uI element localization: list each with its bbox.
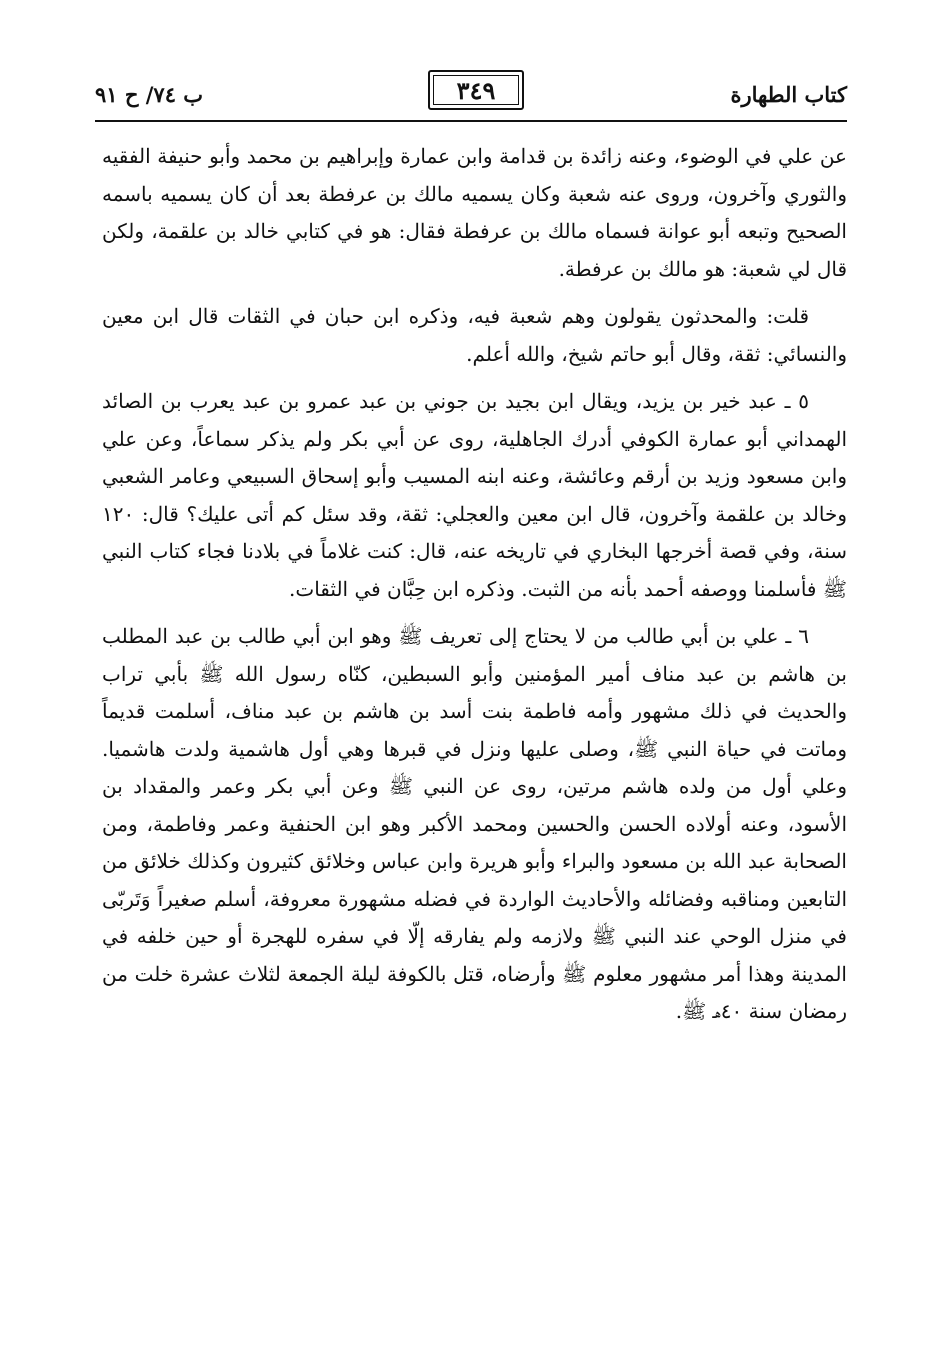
paragraph: قلت: والمحدثون يقولون وهم شعبة فيه، وذكره ابن حبان في الثقات قال ابن معين والنسائي: ثقة، وقال أبو حاتم شيخ، والله أعلم. xyxy=(102,304,847,366)
page-number: ٣٤٩ xyxy=(456,75,496,105)
chapter-reference: ب ٧٤/ ح ٩١ xyxy=(95,82,204,107)
page-number-frame xyxy=(428,70,524,110)
header-rule xyxy=(95,120,847,122)
paragraph: عن علي في الوضوء، وعنه زائدة بن قدامة وابن عمارة وإبراهيم بن محمد وأبو حنيفة الفقيه والثوري وآخرون، وروى عنه شعبة وكان يسميه مالك بن عرفطة بعد أن كان يسميه باسمه الصحيح وتبعه أبو عوانة فسماه مالك بن عرفطة فقال: هو في كتابي خالد بن علقمة، ولكن قال لي شعبة: هو مالك بن عرفطة. xyxy=(102,144,847,281)
paragraph: ٥ ـ عبد خير بن يزيد، ويقال ابن بجيد بن جوني بن عبد عمرو بن عبد يعرب بن الصائد الهمداني أبو عمارة الكوفي أدرك الجاهلية، روى عن أبي بكر ولم يذكر سماعاً، وعن علي وابن مسعود وزيد بن أرقم وعائشة، وعنه ابنه المسيب وأبو إسحاق السبيعي وعامر الشعبي وخالد بن علقمة وآخرون، قال ابن معين والعجلي: ثقة، وقد سئل كم أتى عليك؟ قال: ١٢٠ سنة، وفي قصة أخرجها البخاري في تاريخه عنه، قال: كنت غلاماً في بلادنا فجاء كتاب النبي ﷺ فأسلمنا ووصفه أحمد بأنه من الثبت. وذكره ابن حِبَّان في الثقات. xyxy=(102,389,847,601)
page-header xyxy=(95,70,847,118)
paragraph: ٦ ـ علي بن أبي طالب من لا يحتاج إلى تعريف ﷺ وهو ابن أبي طالب بن عبد المطلب بن هاشم بن عبد مناف أمير المؤمنين وأبو السبطين، كنّاه رسول الله ﷺ بأبي تراب والحديث في ذلك مشهور وأمه فاطمة بنت أسد بن هاشم بن عبد مناف، أسلمت قديماً وماتت في حياة النبي ﷺ، وصلى عليها ونزل في قبرها وهي أول هاشمية ولدت هاشميا. وعلي أول من ولده هاشم مرتين، روى عن النبي ﷺ وعن أبي بكر وعمر والمقداد بن الأسود، وعنه أولاده الحسن والحسين ومحمد الأكبر وهو ابن الحنفية وعمر وفاطمة، ومن الصحابة عبد الله بن مسعود والبراء وأبو هريرة وابن عباس وخلائق كثيرون وكذلك خلائق من التابعين ومناقبه وفضائله والأحاديث الواردة في فضله مشهورة معروفة، أسلم صغيراً وَتَربّى في منزل الوحي عند النبي ﷺ ولازمه ولم يفارقه إلّا في سفره للهجرة أو حين خلفه في المدينة وهذا أمر مشهور معلوم ﷺ وأرضاه، قتل بالكوفة ليلة الجمعة لثلاث عشرة خلت من رمضان سنة ٤٠هـ ﷺ. xyxy=(102,624,847,1023)
page-body xyxy=(102,138,847,1041)
book-title: كتاب الطهارة xyxy=(730,82,847,107)
